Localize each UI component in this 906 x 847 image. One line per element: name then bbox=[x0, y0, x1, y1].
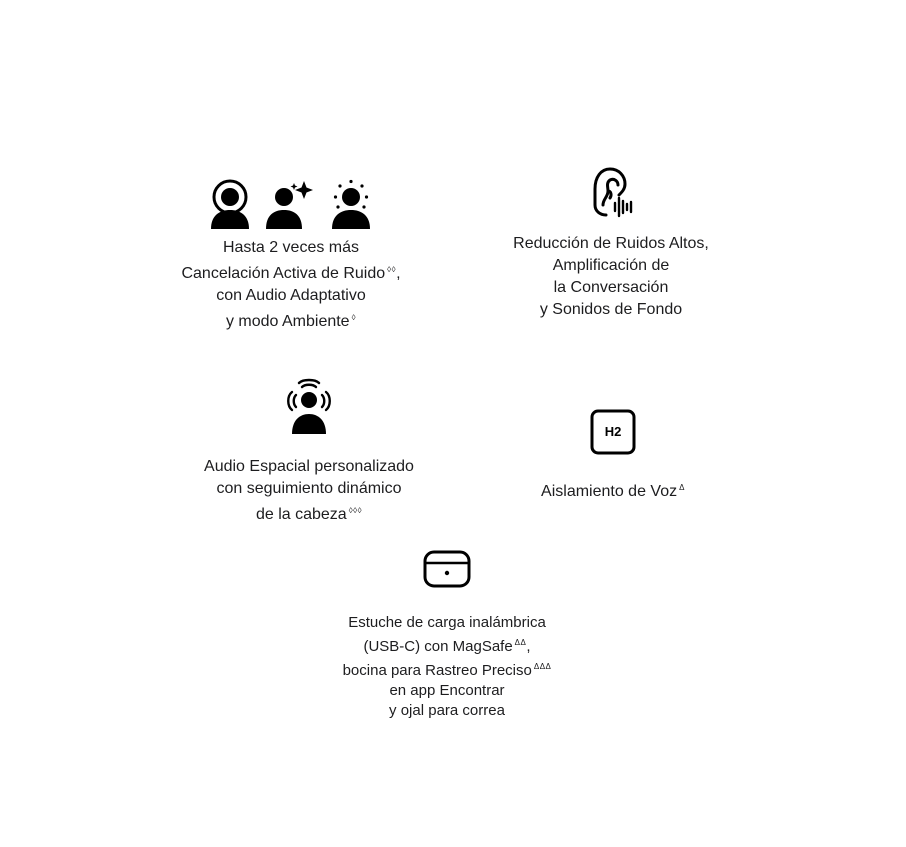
footnote-mark: ΔΔΔ bbox=[533, 662, 552, 671]
feature-hearing bbox=[490, 163, 732, 321]
spatial-audio-person-icon bbox=[283, 378, 335, 434]
case-line-5: y ojal para correa bbox=[389, 702, 505, 719]
feature-anc bbox=[160, 173, 422, 333]
anc-line-2: Cancelación Activa de Ruido ◊◊, bbox=[181, 265, 401, 282]
anc-caption bbox=[160, 237, 422, 333]
hearing-caption bbox=[490, 233, 732, 321]
hearing-icons bbox=[490, 163, 732, 219]
anc-line-4 bbox=[160, 307, 422, 333]
person-sparkle-icon bbox=[264, 179, 316, 229]
case-line-3-text: bocina para Rastreo Preciso bbox=[342, 662, 532, 679]
hearing-line-3: la Conversación bbox=[553, 279, 669, 296]
voice-caption bbox=[512, 477, 714, 503]
h2-chip-icon bbox=[590, 409, 636, 455]
person-ring-icon bbox=[208, 179, 252, 229]
voice-line-1-text: Aislamiento de Voz bbox=[541, 483, 678, 500]
case-line-1: Estuche de carga inalámbrica bbox=[348, 614, 546, 631]
footnote-mark: ◊◊ bbox=[387, 265, 397, 274]
case-line-2-text: (USB-C) con MagSafe bbox=[363, 638, 513, 655]
feature-spatial-audio bbox=[190, 378, 428, 526]
case-line-4: en app Encontrar bbox=[389, 682, 505, 699]
footnote-mark: ◊ bbox=[351, 313, 357, 322]
spatial-icons bbox=[190, 378, 428, 434]
hearing-line-1: Reducción de Ruidos Altos, bbox=[513, 235, 709, 252]
footnote-mark: ΔΔ bbox=[514, 638, 527, 647]
charging-case-icon bbox=[423, 549, 471, 589]
anc-icons bbox=[160, 173, 422, 229]
case-line-3 bbox=[318, 657, 576, 681]
case-icons bbox=[318, 547, 576, 589]
hearing-line-4: y Sonidos de Fondo bbox=[539, 301, 683, 318]
spatial-line-3 bbox=[190, 500, 428, 526]
spatial-line-3-text: de la cabeza bbox=[255, 506, 347, 523]
person-sun-icon bbox=[328, 179, 374, 229]
case-line-2-suffix: , bbox=[526, 638, 531, 655]
footnote-mark: Δ bbox=[679, 483, 685, 492]
voice-icons bbox=[512, 403, 714, 455]
anc-line-1: Hasta 2 veces más bbox=[222, 239, 360, 256]
h2-chip-label: H2 bbox=[604, 424, 622, 439]
anc-line-4-text: y modo Ambiente bbox=[225, 313, 350, 330]
footnote-mark: ◊◊◊ bbox=[348, 506, 363, 515]
spatial-line-1: Audio Espacial personalizado bbox=[204, 458, 414, 475]
case-line-2 bbox=[318, 633, 576, 657]
anc-line-2-text: Cancelación Activa de Ruido bbox=[181, 265, 386, 282]
anc-line-3: con Audio Adaptativo bbox=[216, 287, 366, 304]
spatial-line-2: con seguimiento dinámico bbox=[216, 480, 402, 497]
hearing-line-2: Amplificación de bbox=[552, 257, 670, 274]
spatial-caption bbox=[190, 456, 428, 526]
feature-charging-case bbox=[318, 547, 576, 721]
case-caption bbox=[318, 613, 576, 721]
feature-voice-isolation bbox=[512, 403, 714, 503]
voice-line-1 bbox=[512, 477, 714, 503]
ear-soundwave-icon bbox=[588, 165, 634, 219]
